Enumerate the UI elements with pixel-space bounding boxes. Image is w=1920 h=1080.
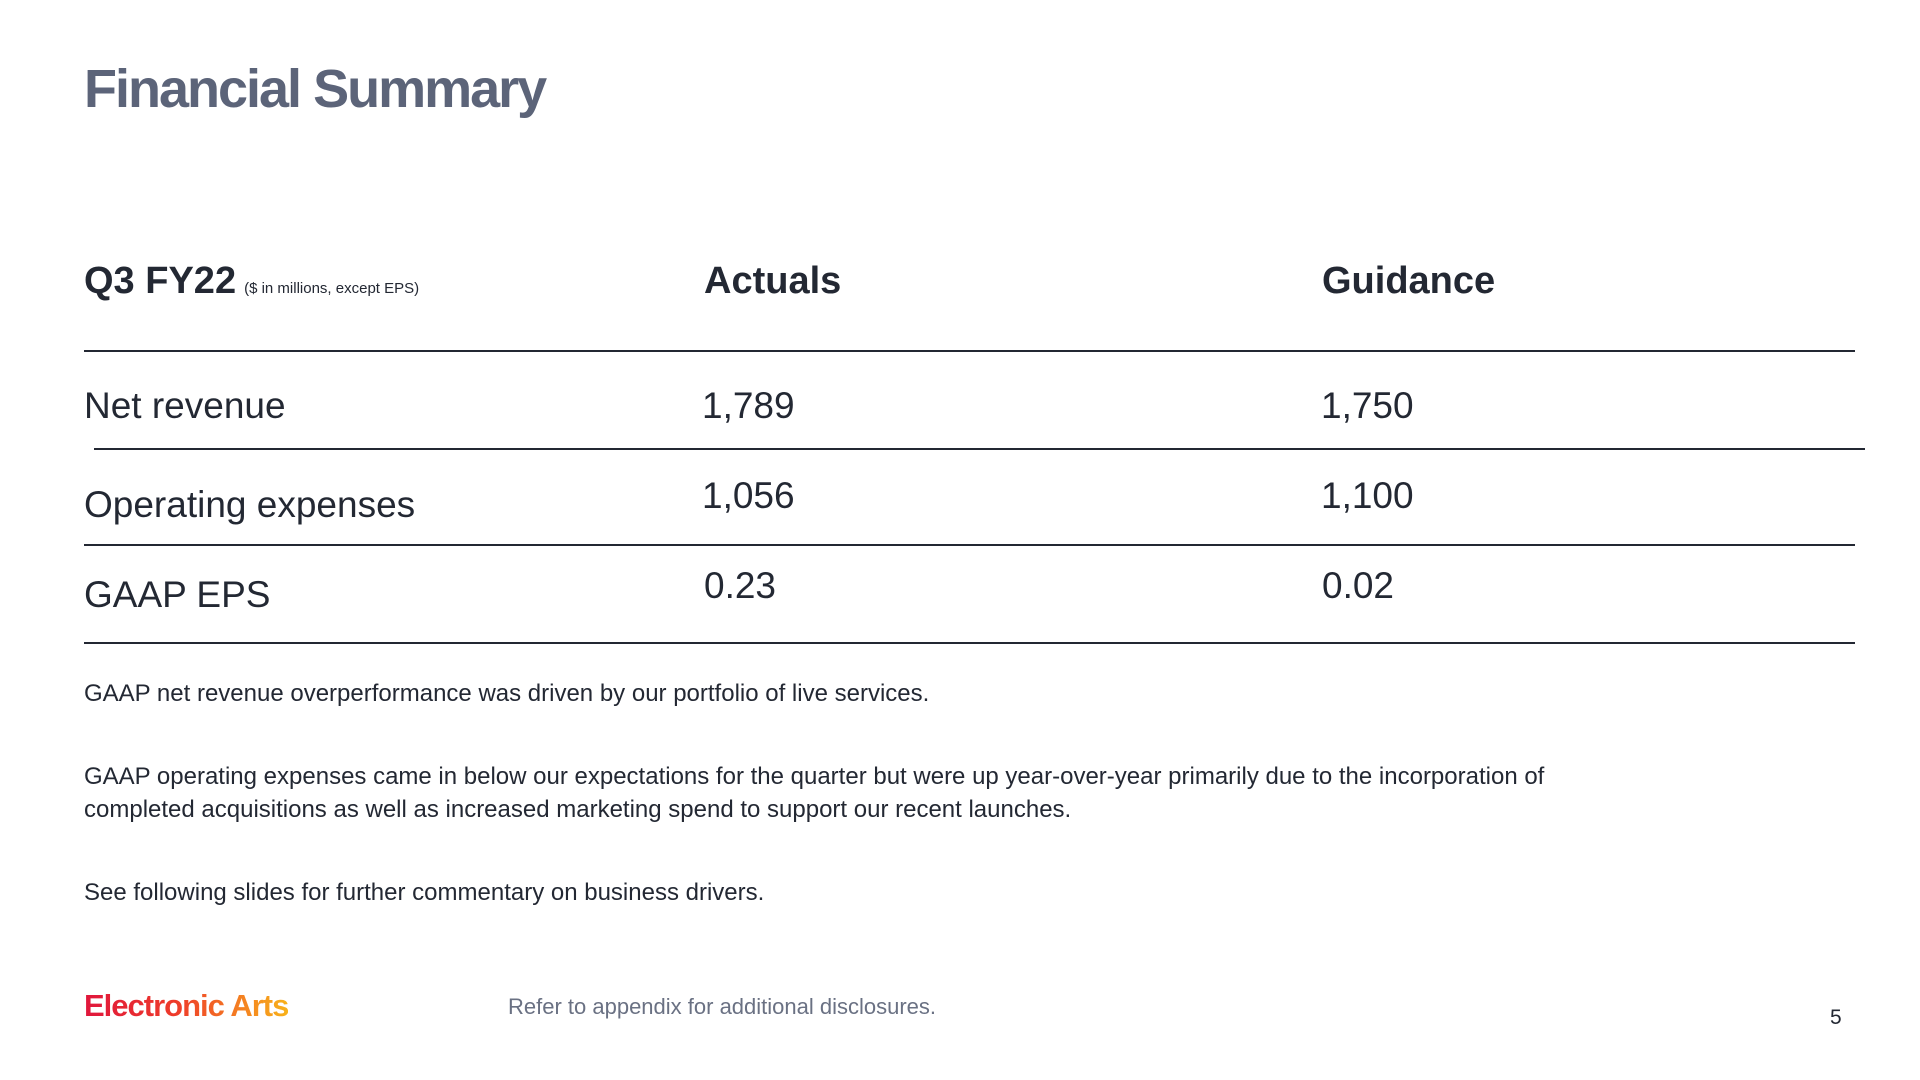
disclosure-footnote: Refer to appendix for additional disclosures. bbox=[508, 994, 937, 1019]
period-label: Q3 FY22 bbox=[84, 260, 237, 302]
row-label-net-revenue: Net revenue bbox=[84, 385, 286, 426]
electronic-arts-logo: Electronic Arts bbox=[84, 988, 289, 1023]
table-divider bbox=[94, 448, 1865, 450]
table-header-period bbox=[84, 256, 419, 306]
row-label-gaap-eps: GAAP EPS bbox=[84, 574, 271, 615]
table-header-guidance: Guidance bbox=[1322, 260, 1496, 302]
net-revenue-actual: 1,789 bbox=[702, 385, 795, 426]
net-revenue-guidance: 1,750 bbox=[1321, 385, 1414, 426]
operating-expenses-guidance: 1,100 bbox=[1321, 475, 1414, 516]
table-header-actuals: Actuals bbox=[704, 260, 842, 302]
row-label-operating-expenses: Operating expenses bbox=[84, 484, 416, 525]
page-number: 5 bbox=[1830, 1006, 1842, 1029]
table-divider bbox=[84, 544, 1855, 546]
commentary-paragraph: See following slides for further commentary on business drivers. bbox=[84, 879, 765, 906]
unit-note: ($ in millions, except EPS) bbox=[244, 280, 420, 297]
operating-expenses-actual: 1,056 bbox=[702, 475, 795, 516]
commentary-paragraph: GAAP operating expenses came in below our expectations for the quarter but were up year-over-year primarily due to the incorporation of completed acquisitions as well as increased marketing spend to support our recent launches. bbox=[84, 763, 1545, 823]
table-divider bbox=[84, 642, 1855, 644]
gaap-eps-guidance: 0.02 bbox=[1322, 565, 1395, 606]
table-divider bbox=[84, 350, 1855, 352]
gaap-eps-actual: 0.23 bbox=[704, 565, 777, 606]
page-title: Financial Summary bbox=[84, 59, 546, 119]
commentary-paragraph: GAAP net revenue overperformance was driven by our portfolio of live services. bbox=[84, 680, 930, 707]
